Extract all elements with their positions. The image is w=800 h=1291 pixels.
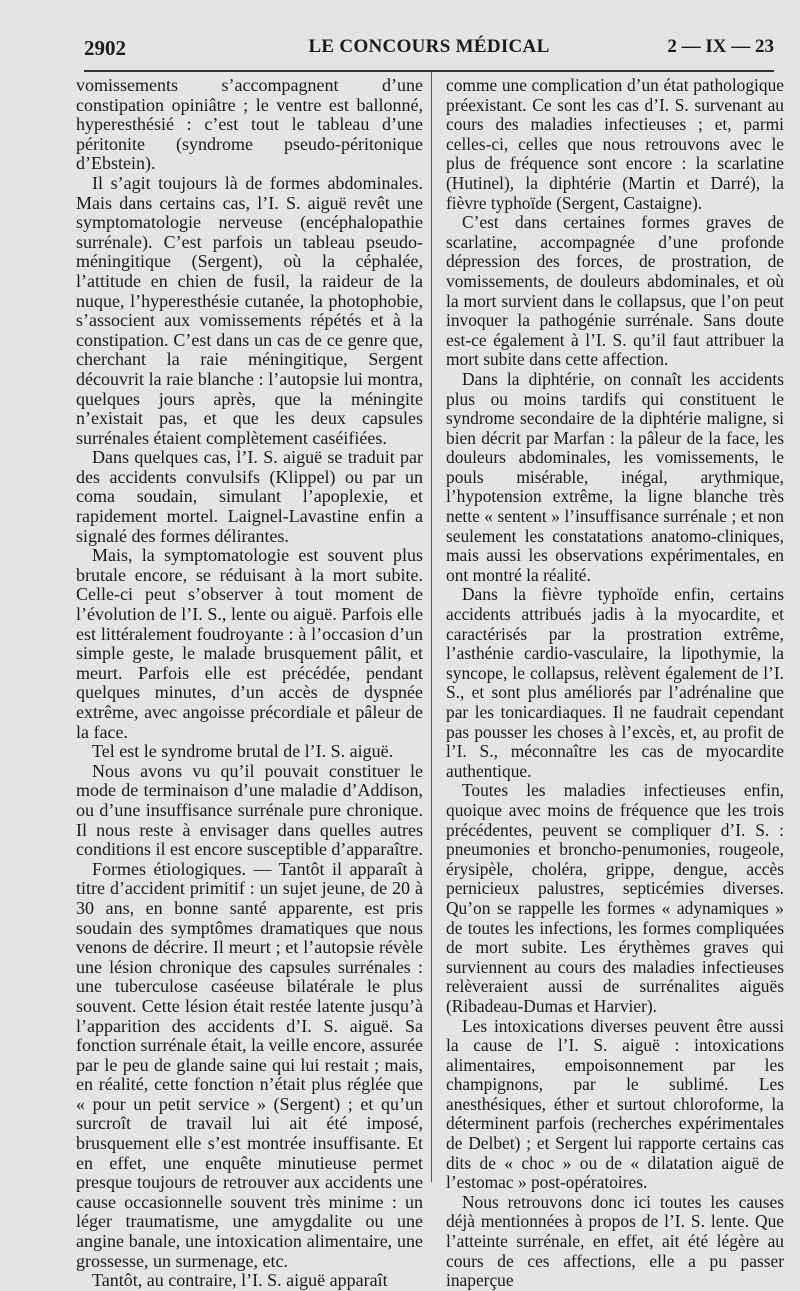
paragraph: Formes étiologiques. — Tantôt il apparaît à titre d’accident primitif : un sujet jeune, de 20 à 30 ans, en bonne santé apparente, est pris soudain des symptômes dramatiques que nous venons de décrire. Il meurt ; et l’autopsie révèle une lésion chronique des capsules surrénales : une tuberculose caséeuse bilatérale le plus souvent. Cette lésion était restée latente jusqu’à l’apparition des accidents d’I. S. aiguë. Sa fonction surrénale était, la veille encore, assurée par le peu de glande saine qui lui restait ; mais, en réalité, cette fonction n’était plus réglée que « pour un petit service » (Sergent) ; et qu’un surcroît de travail lui ait été imposé, brusquement elle s’est montrée insuffisante. Et en effet, une enquête minutieuse permet presque toujours de retrouver aux accidents une cause occasionnelle souvent très minime : un léger traumatisme, une amygdalite ou une angine banale, une intoxication alimentaire, une grossesse, un surmenage, etc. <box>76 858 423 1271</box>
page-header <box>84 36 774 60</box>
page-number: 2902 <box>84 36 126 60</box>
paragraph: Nous avons vu qu’il pouvait constituer le mode de terminaison d’une maladie d’Addison, ou d’une insuffisance surrénale pure chronique. Il nous reste à envisager dans quelles autres conditions il est encore susceptible d’apparaître. <box>76 760 423 860</box>
paragraph: Les intoxications diverses peuvent être aussi la cause de l’I. S. aiguë : intoxications alimentaires, empoisonnement par les champignons, par le sublimé. Les anesthésiques, éther et surtout chloroforme, la déterminent parfois (recherches expérimentales de Delbet) ; et Sergent lui rapporte certains cas dits de « choc » ou de « dilatation aiguë de l’estomac » post-opératoires. <box>446 1015 784 1193</box>
header-rule <box>84 70 774 72</box>
paragraph: Tantôt, au contraire, l’I. S. aiguë apparaît <box>92 1270 388 1291</box>
issue-date: 2 — IX — 23 <box>667 36 774 57</box>
paragraph: Dans la fièvre typhoïde enfin, certains accidents attribués jadis à la myocardite, et caractérisés par la prostration extrême, l’asthénie cardio-vasculaire, la lipothymie, la syncope, le collapsus, relèvent également de l’I. S., et sont plus améliorés par l’adrénaline que par les tonicardiaques. Il ne faudrait cependant pas pousser les choses à l’excès, et, au profit de l’I. S., méconnaître les cas de myocardite authentique. <box>446 584 784 781</box>
paragraph: Toutes les maladies infectieuses enfin, quoique avec moins de fréquence que les trois précédentes, peuvent se compliquer d’I. S. : pneumonies et broncho-penumonies, rougeole, érysipèle, choléra, grippe, dengue, accès pernicieux palustres, septicémies diverses. Qu’on se rappelle les formes « adynamiques » de toutes les infections, les formes compliquées de mort subite. Les érythèmes graves qui surviennent au cours des maladies infectieuses relèveraient aussi de surrénalites aiguës (Ribadeau-Dumas et Harvier). <box>446 780 784 1016</box>
column-divider <box>431 72 432 1182</box>
paragraph: Mais, la symptomatologie est souvent plus brutale encore, se réduisant à la mort subite. Celle-ci peut s’observer à tout moment de l’évolution de l’I. S., lente ou aiguë. Parfois elle est littéralement foudroyante : à l’occasion d’un simple geste, le malade brusquement pâlit, et meurt. Parfois elle est précédée, pendant quelques minutes, d’un accès de dyspnée extrême, avec angoisse précordiale et pâleur de la face. <box>76 545 423 742</box>
paragraph: Tel est le syndrome brutal de l’I. S. aiguë. <box>92 741 394 762</box>
paragraph: Nous retrouvons donc ici toutes les causes déjà mentionnées à propos de l’I. S. lente. Que l’atteinte surrénale, en effet, ait été légère au cours de ces affections, elle a pu passer inaperçue <box>446 1191 784 1291</box>
paragraph: C’est dans certaines formes graves de scarlatine, accompagnée d’une profonde dépression des forces, de prostration, de vomissements, de douleurs abdominales, et où la mort survient dans le collapsus, que l’on peut invoquer la pathogénie surrénale. Sans doute est-ce également à l’I. S. qu’il faut attribuer la mort subite dans cette affection. <box>446 212 784 370</box>
right-column <box>446 76 784 1291</box>
paragraph: Dans la diphtérie, on connaît les accidents plus ou moins tardifs qui constituent le syndrome secondaire de la diphtérie maligne, si bien décrit par Marfan : la pâleur de la face, les douleurs abdominales, les vomissements, le pouls misérable, inégal, arythmique, l’hypotension extrême, la ligne blanche très nette « sentent » l’insuffisance surrénale ; et non seulement les constatations anatomo-cliniques, mais aussi les observations expérimentales, en ont montré la réalité. <box>446 368 784 585</box>
journal-title: LE CONCOURS MÉDICAL <box>308 36 550 57</box>
left-column <box>76 76 423 1291</box>
paragraph: comme une complication d’un état pathologique préexistant. Ce sont les cas d’I. S. survenant au cours des maladies infectieuses ; et, parmi celles-ci, celles que nous retrouvons avec le plus de fréquence sont encore : la scarlatine (Hutinel), la diphtérie (Martin et Darré), la fièvre typhoïde (Sergent, Castaigne). <box>446 75 784 213</box>
paragraph: Dans quelques cas, l’I. S. aiguë se traduit par des accidents convulsifs (Klippel) ou par un coma soudain, simulant l’apoplexie, et rapidement mortel. Laignel-Lavastine enfin a signalé des formes délirantes. <box>76 447 423 546</box>
paragraph: vomissements s’accompagnent d’une constipation opiniâtre ; le ventre est ballonné, hyperesthésié : c’est tout le tableau d’une péritonite (syndrome pseudo-péritonique d’Ebstein). <box>76 75 423 174</box>
paragraph: Il s’agit toujours là de formes abdominales. Mais dans certains cas, l’I. S. aiguë revêt une symptomatologie nerveuse (encéphalopathie surrénale). C’est parfois un tableau pseudo-méningitique (Sergent), où la céphalée, l’attitude en chien de fusil, la raideur de la nuque, l’hyperesthésie cutanée, la photophobie, s’associent aux vomissements répétés et à la constipation. C’est dans un cas de ce genre que, cherchant la raie méningitique, Sergent découvrit la raie blanche : l’autopsie lui montra, quelques jours après, que la méningite n’existait pas, et que les deux capsules surrénales étaient complètement caséifiées. <box>76 172 423 448</box>
